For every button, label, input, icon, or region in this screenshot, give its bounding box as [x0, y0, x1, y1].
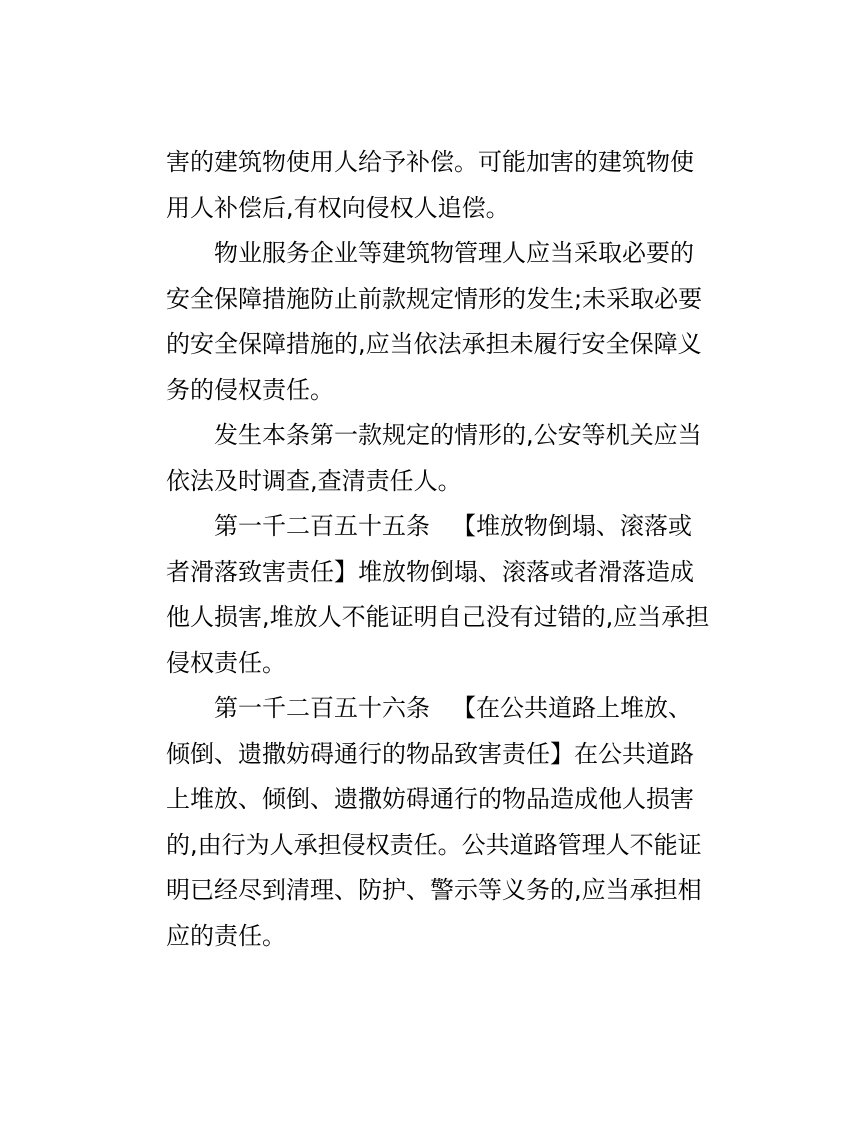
article-title: 【在公共道路上堆放、 — [452, 694, 692, 722]
text-line: 者滑落致害责任】堆放物倒塌、滚落或者滑落造成 — [166, 557, 694, 586]
paragraph-first-line: 物业服务企业等建筑物管理人应当采取必要的 — [214, 239, 694, 267]
text-line: 用人补偿后,有权向侵权人追偿。 — [166, 193, 510, 222]
text-line: 上堆放、倾倒、遗撒妨碍通行的物品造成他人损害 — [166, 785, 694, 813]
text-line: 倾倒、遗撒妨碍通行的物品致害责任】在公共道路 — [166, 739, 694, 768]
article-number: 第一千二百五十五条 — [214, 512, 430, 540]
text-line: 他人损害,堆放人不能证明自己没有过错的,应当承担 — [166, 603, 710, 631]
text-line: 害的建筑物使用人给予补偿。可能加害的建筑物使 — [166, 148, 694, 176]
document-body — [166, 140, 710, 959]
text-line: 安全保障措施防止前款规定情形的发生;未采取必要 — [166, 284, 703, 313]
paragraph-first-line: 发生本条第一款规定的情形的,公安等机关应当 — [214, 421, 702, 449]
text-line: 依法及时调查,查清责任人。 — [166, 466, 462, 495]
text-line: 应的责任。 — [166, 921, 286, 950]
text-line: 务的侵权责任。 — [166, 375, 334, 404]
text-line: 的,由行为人承担侵权责任。公共道路管理人不能证 — [166, 830, 702, 859]
article-number: 第一千二百五十六条 — [214, 694, 430, 722]
article-title: 【堆放物倒塌、滚落或 — [452, 512, 692, 540]
text-line: 明已经尽到清理、防护、警示等义务的,应当承担相 — [166, 876, 702, 904]
article-1256-heading — [166, 686, 696, 732]
article-1255-heading — [166, 504, 696, 550]
text-line: 的安全保障措施的,应当依法承担未履行安全保障义 — [166, 330, 702, 358]
text-line: 侵权责任。 — [166, 648, 286, 677]
